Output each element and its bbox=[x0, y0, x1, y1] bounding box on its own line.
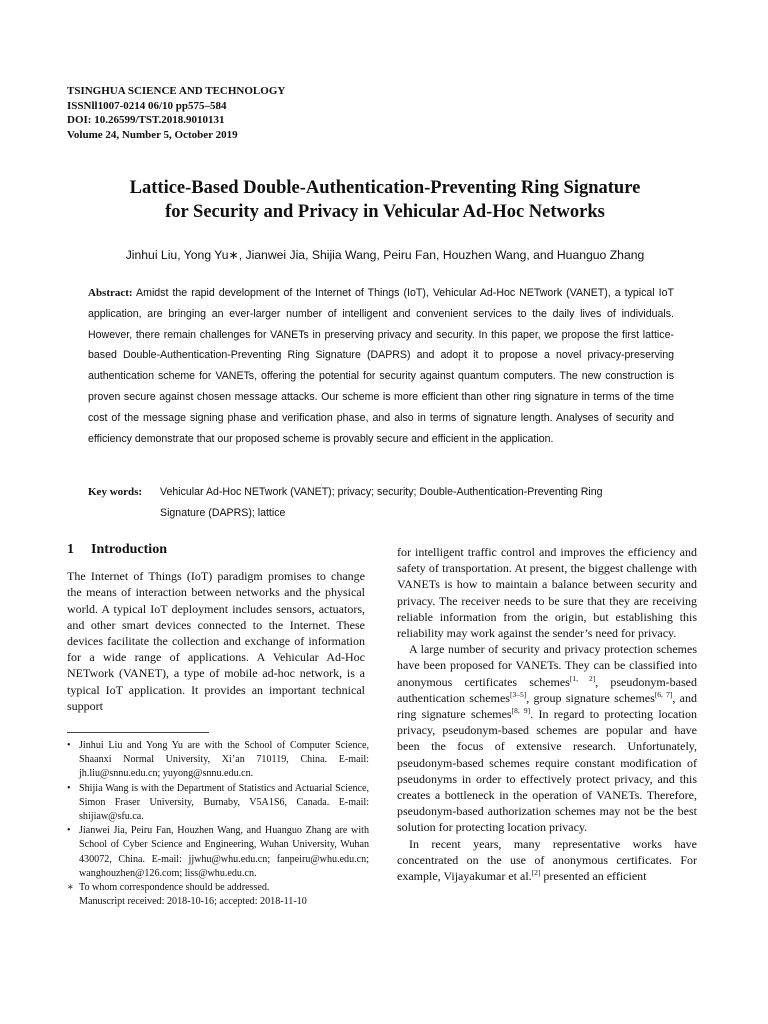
footnote-affiliation-2: • Shijia Wang is with the Department of Statistics and Actuarial Science, Simon Fraser University, Burnaby, V5A1S6, Canada. E-mail: shijiaw@sfu.ca. bbox=[67, 782, 369, 823]
abstract-label: Abstract: bbox=[88, 287, 133, 299]
journal-header bbox=[67, 84, 285, 142]
section-title: Introduction bbox=[91, 542, 167, 557]
title-line-1: Lattice-Based Double-Authentication-Preventing Ring Signature bbox=[129, 178, 641, 198]
keywords-line-2: Signature (DAPRS); lattice bbox=[160, 506, 286, 519]
abstract bbox=[88, 283, 674, 449]
bullet-icon: • bbox=[67, 782, 71, 794]
journal-volume: Volume 24, Number 5, October 2019 bbox=[67, 128, 238, 141]
footnote-affiliation-1: • Jinhui Liu and Yong Yu are with the School of Computer Science, Shaanxi Normal University, Xi’an 710119, China. E-mail: jh.liu@snnu.edu.cn; yuyong@snnu.edu.cn. bbox=[67, 740, 369, 780]
citation: [8, 9] bbox=[511, 706, 531, 716]
title-line-2: for Security and Privacy in Vehicular Ad-Hoc Networks bbox=[165, 202, 605, 222]
citation: [1, 2] bbox=[569, 673, 596, 683]
bullet-icon: • bbox=[67, 825, 71, 837]
section-number: 1 bbox=[67, 542, 74, 557]
footnotes bbox=[67, 739, 369, 909]
citation: [6, 7] bbox=[654, 689, 673, 699]
citation: [2] bbox=[531, 868, 541, 878]
journal-name: TSINGHUA SCIENCE AND TECHNOLOGY bbox=[67, 85, 286, 97]
paper-title bbox=[60, 176, 710, 224]
intro-paragraph-4: In recent years, many representative works have concentrated on the use of anonymous certificates. For example, Vijayakumar et al.[2] presented an efficient bbox=[397, 836, 697, 884]
keywords-label: Key words: bbox=[88, 486, 143, 498]
footnote-divider bbox=[67, 732, 209, 733]
asterisk-icon: ∗ bbox=[67, 882, 74, 894]
journal-issn: ISSNll1007-0214 06/10 pp575–584 bbox=[67, 99, 227, 112]
abstract-text: Amidst the rapid development of the Internet of Things (IoT), Vehicular Ad-Hoc NETwork (VANET), a typical IoT application, are bringing an ever-larger number of intelligent and convenient services to the daily lives of individuals. However, there remain challenges for VANETs in preserving privacy and security. In this paper, we propose the first lattice-based Double-Authentication-Preventing Ring Signature (DAPRS) and adopt it to propose a novel privacy-preserving authentication scheme for VANETs, offering the potential for security against quantum computers. The new construction is proven secure against chosen message attacks. Our scheme is more efficient than other ring signature in terms of the time cost of the message signing phase and verification phase, and also in terms of signature length. Analyses of security and efficiency demonstrate that our proposed scheme is provably secure and efficient in the application. bbox=[88, 287, 674, 445]
intro-paragraph-3: A large number of security and privacy protection schemes have been proposed for VANETs. They can be classified into anonymous certificates schemes[1, 2], pseudonym-based authentication schemes[3–5], group signature schemes[6, 7], and ring signature schemes[8, 9]. In regard to protecting location privacy, pseudonym-based schemes are popular and have been the focus of extensive research. Unfortunately, pseudonym-based schemes require constant modification of pseudonyms in order to effectively protect privacy, and this creates a bottleneck in the operation of VANETs. Therefore, pseudonym-based authorization schemes may not be the best solution for protecting location privacy. bbox=[397, 642, 698, 835]
right-column bbox=[397, 544, 697, 884]
journal-doi: DOI: 10.26599/TST.2018.9010131 bbox=[67, 114, 225, 126]
footnote-manuscript-dates: Manuscript received: 2018-10-16; accepted: 2018-11-10 bbox=[79, 896, 307, 908]
footnote-correspondence: ∗ To whom correspondence should be addressed. bbox=[67, 881, 369, 895]
keywords-line-1: Vehicular Ad-Hoc NETwork (VANET); privacy; security; Double-Authentication-Preventing Ring bbox=[160, 486, 603, 498]
intro-paragraph-2: for intelligent traffic control and improves the efficiency and safety of transportation. At present, the biggest challenge with VANETs is how to maintain a balance between security and privacy. The receiver needs to be sure that they are receiving reliable information from the origin, but establishing this reliability may work against the sender’s need for privacy. bbox=[397, 545, 697, 641]
citation: [3–5] bbox=[509, 689, 527, 699]
left-column bbox=[67, 542, 365, 714]
section-heading bbox=[67, 542, 365, 558]
bullet-icon: • bbox=[67, 740, 71, 751]
keywords bbox=[88, 482, 674, 524]
intro-paragraph-1: The Internet of Things (IoT) paradigm promises to change the means of interaction between networks and the physical world. A typical IoT deployment includes sensors, actuators, and other smart devices connected to the Internet. These devices facilitate the collection and exchange of information for a wide range of applications. A Vehicular Ad-Hoc NETwork (VANET), a type of mobile ad-hoc network, is a typical IoT application. It provides an important technical support bbox=[67, 569, 365, 713]
author-list: Jinhui Liu, Yong Yu∗, Jianwei Jia, Shijia Wang, Peiru Fan, Houzhen Wang, and Huanguo Zhang bbox=[125, 248, 645, 262]
footnote-affiliation-3: • Jianwei Jia, Peiru Fan, Houzhen Wang, and Huanguo Zhang are with School of Cyber Science and Engineering, Wuhan University, Wuhan 430072, China. E-mail: jjwhu@whu.edu.cn; fanpeiru@whu.edu.cn; wanghouzhen@126.com; liss@whu.edu.cn. bbox=[67, 825, 369, 879]
